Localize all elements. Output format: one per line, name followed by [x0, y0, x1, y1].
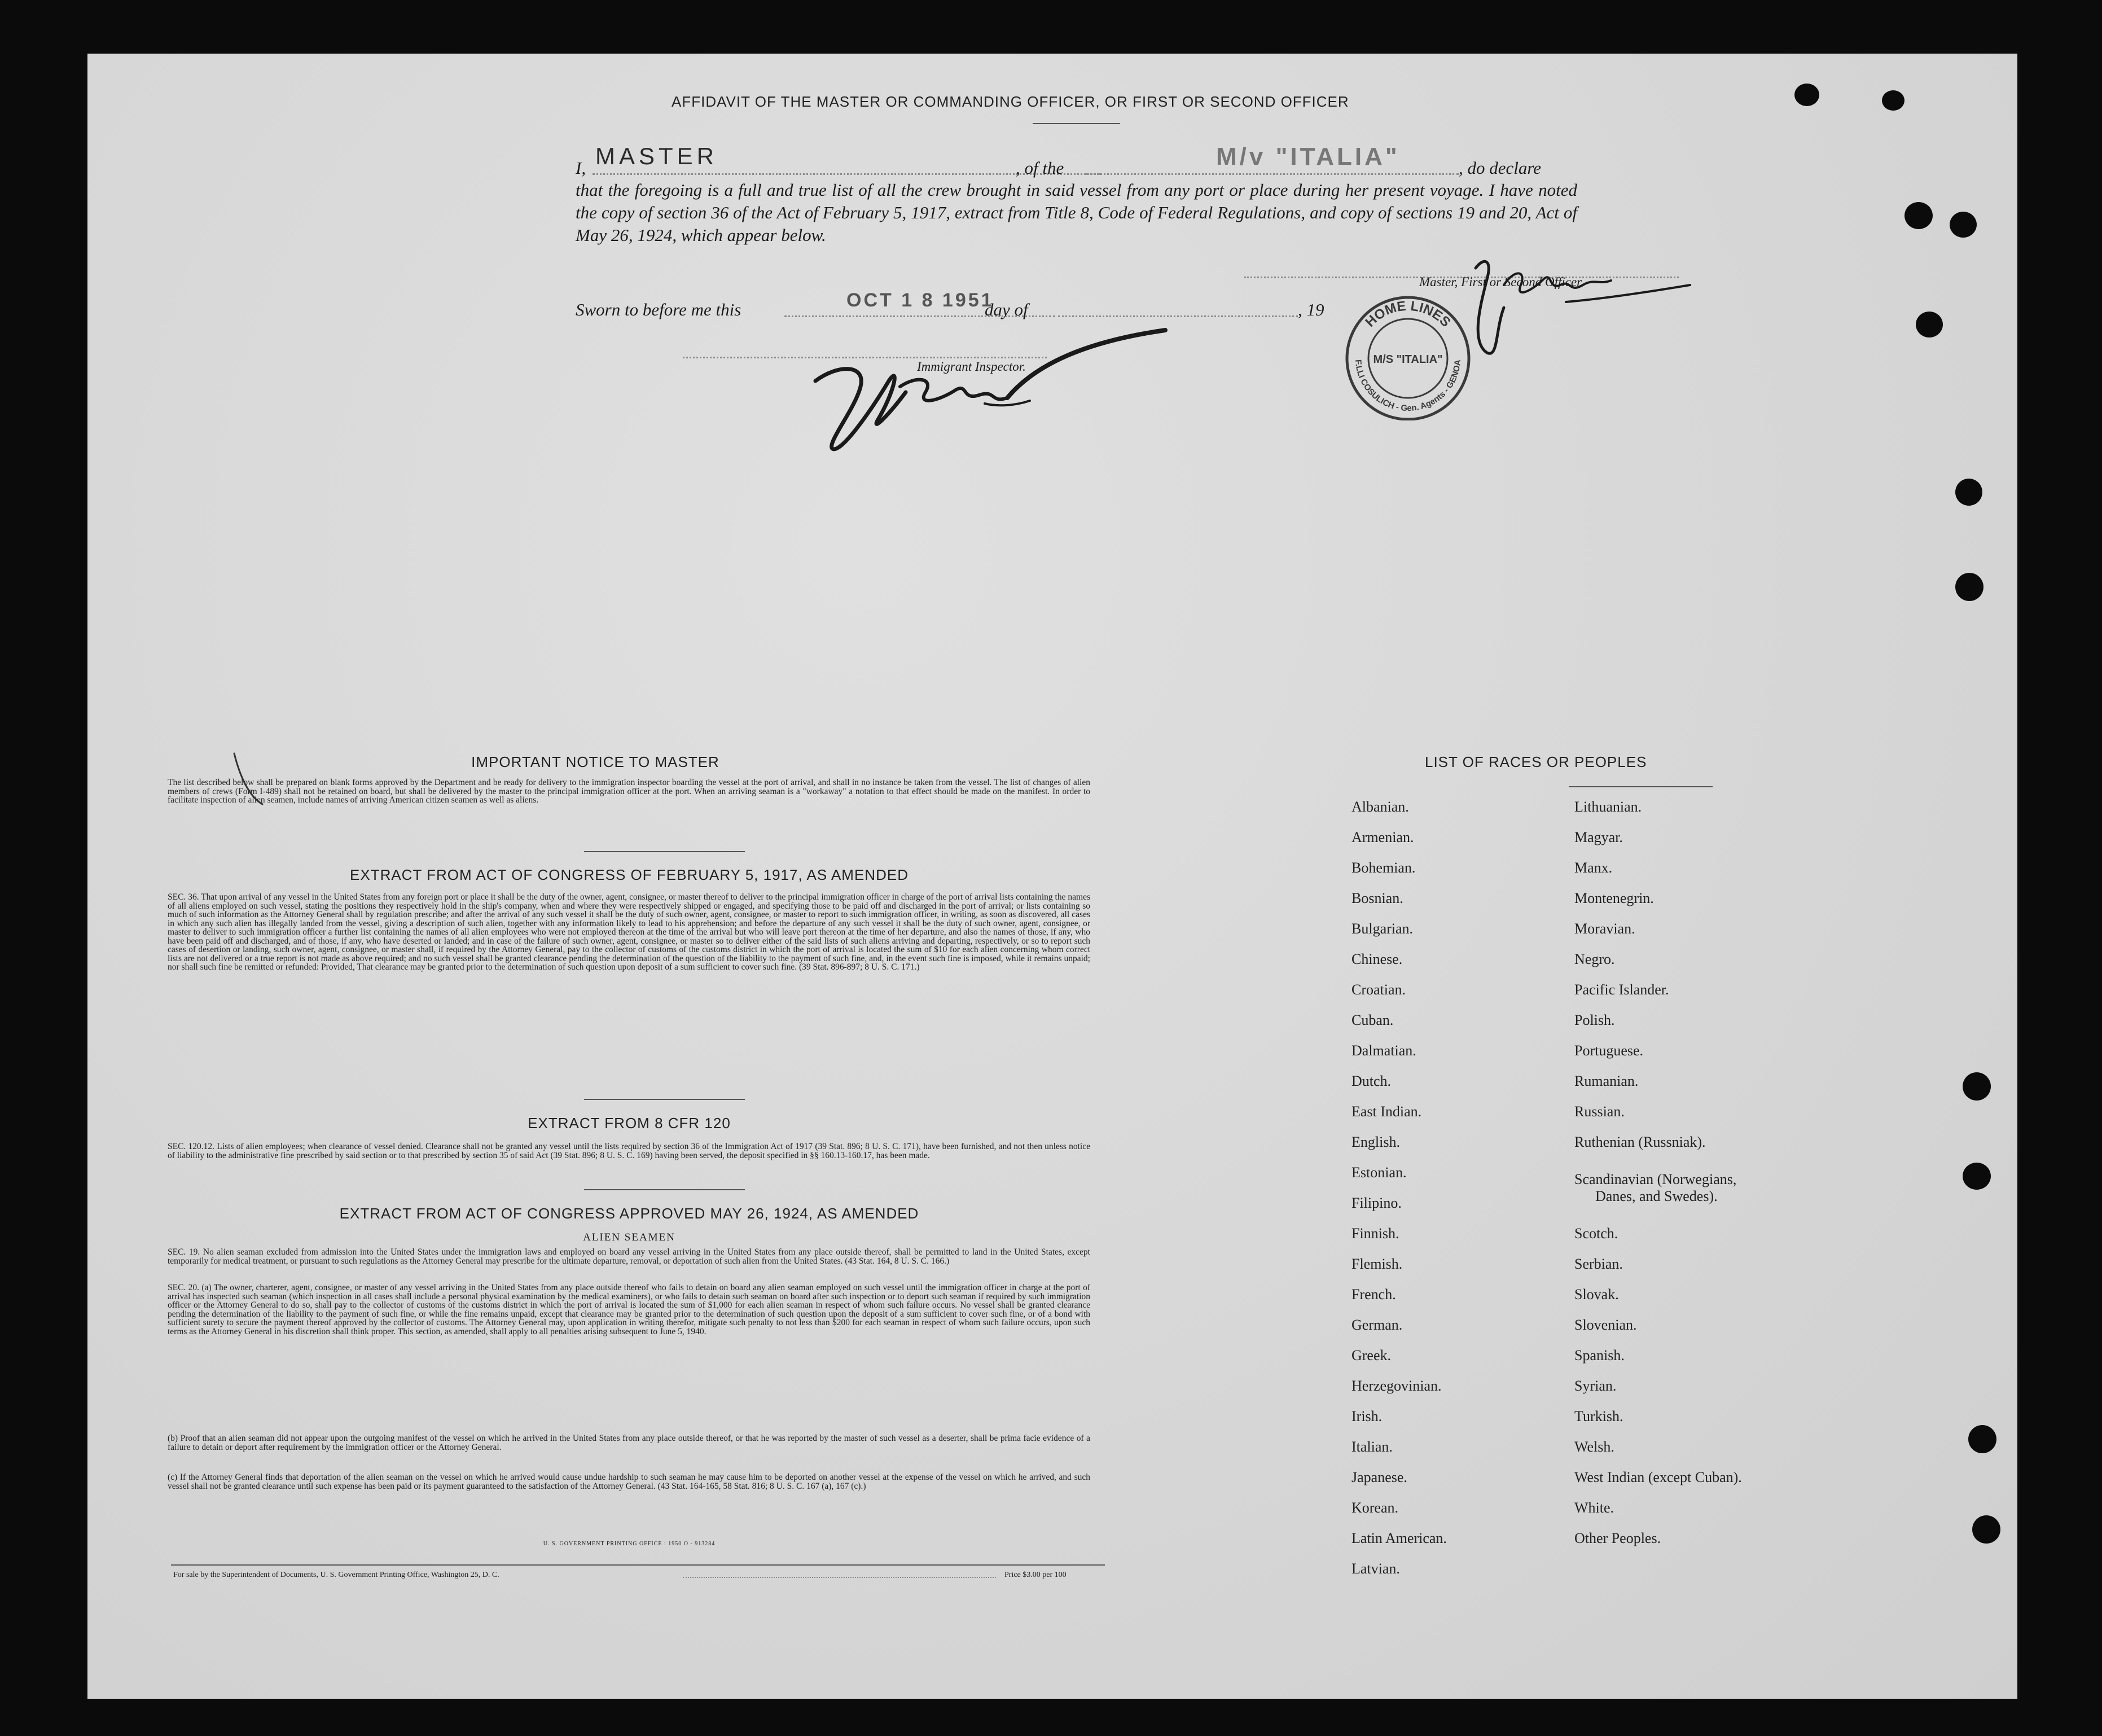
extract-cfr-title: EXTRACT FROM 8 CFR 120: [528, 1115, 731, 1132]
races-divider: [1569, 786, 1713, 787]
stray-pen-mark: [229, 748, 274, 816]
extract-1924-subtitle: ALIEN SEAMEN: [583, 1231, 675, 1243]
race-left-13: Estonian.: [1351, 1164, 1407, 1181]
race-left-20: Herzegovinian.: [1351, 1378, 1442, 1394]
race-left-25: Latin American.: [1351, 1530, 1447, 1546]
race-right-19: Syrian.: [1574, 1378, 1617, 1394]
sworn-label: Sworn to before me this: [576, 300, 741, 319]
binder-hole: [1794, 84, 1819, 106]
inspector-label: Immigrant Inspector.: [917, 360, 1026, 374]
extract-1917-text: SEC. 36. That upon arrival of any vessel in the United States from any foreign port or place it shall be the duty of the owner, agent, consignee, or master thereof to deliver to the principal immigration officer in charge of the port of arrival lists containing the names of all aliens employed on such vessel, stating the positions they respectively hold in the ship's company, when and where they were respectively shipped or engaged, and specifying those to be paid off and discharged in the port of arrival; or lists containing so much of such information as the Attorney General shall by regulation prescribe; and after the arrival of any such vessel it shall be the duty of such owner, agent, consignee, or master to report to such immigration officer, in writing, as soon as discovered, all cases in which any such alien has illegally landed from the vessel, giving a description of such alien, together with any information likely to lead to his apprehension; and before the departure of any such vessel it shall be the duty of such owner, agent, consignee, or master to deliver to such immigration officer a further list containing the names of all alien employees who were not employed thereon at the time of the arrival but who will leave port thereon at the time of her departure, and also the names of those, if any, who have been paid off and discharged, and of those, if any, who have deserted or landed; and in case of the failure of such owner, agent, consignee, or master so to deliver either of the said lists of such aliens arriving and departing, respectively, or so to report such cases of desertion or landing, such owner, agent, consignee, or master shall, if required by the Attorney General, pay to the collector of customs of the customs district in which the port of arrival is located the sum of $10 for each alien concerning whom correct lists are not delivered or a true report is not made as above required; and no such vessel shall be granted clearance pending the determination of the question of the liability to the payment of such fine, and, in the event such fine is imposed, while it remains unpaid; nor shall such fine be remitted or refunded: Provided, That clearance may be granted prior to the determination of such question upon deposit of a sum sufficient to cover such fine. (39 Stat. 896-897; 8 U. S. C. 171.): [168, 892, 1090, 972]
race-right-7: Pacific Islander.: [1574, 981, 1669, 998]
extract-cfr-text: SEC. 120.12. Lists of alien employees; when clearance of vessel denied. Clearance shall not be granted any vessel until the lists required by section 36 of the Immigration Act of 1917 (39 Stat. 896; 8 U. S. C. 171), have been furnished, and not then unless notice of liability to the administrative fine prescribed by said section or to that prescribed by section 35 of said Act (39 Stat. 896; 8 U. S. C. 169) having been served, the deposit specified in §§ 160.13-160.17, has been made.: [168, 1142, 1090, 1160]
gpo-imprint: U. S. GOVERNMENT PRINTING OFFICE : 1950 O - 913284: [543, 1541, 716, 1547]
race-left-18: German.: [1351, 1317, 1403, 1333]
race-right-20: Turkish.: [1574, 1408, 1623, 1424]
race-right-2: Magyar.: [1574, 829, 1623, 845]
binder-hole: [1955, 573, 1983, 601]
race-left-16: Flemish.: [1351, 1256, 1403, 1272]
master-signature: [1453, 246, 1713, 375]
vessel-line: [1086, 173, 1459, 175]
race-left-6: Chinese.: [1351, 951, 1403, 967]
race-right-14: Scotch.: [1574, 1225, 1618, 1242]
footer-rule: [171, 1564, 1105, 1566]
svg-text:HOME LINES: [1362, 299, 1453, 330]
race-right-9: Portuguese.: [1574, 1042, 1644, 1059]
races-title: LIST OF RACES OR PEOPLES: [1425, 753, 1647, 770]
race-left-19: Greek.: [1351, 1347, 1392, 1364]
race-right-22: West Indian (except Cuban).: [1574, 1469, 1742, 1485]
binder-hole: [1904, 202, 1933, 229]
race-left-22: Italian.: [1351, 1439, 1393, 1455]
race-left-8: Cuban.: [1351, 1012, 1394, 1028]
race-left-7: Croatian.: [1351, 981, 1406, 998]
extract-1924-sec19: SEC. 19. No alien seaman excluded from admission into the United States under the immigration laws and employed on board any vessel arriving in the United States from any place outside thereof, shall be permitted to land in the United States, except temporarily for medical treatment, or pursuant to such regulations as the Attorney General may prescribe for the ultimate departure, removal, or deportation of such alien from the United States. (43 Stat. 164, 8 U. S. C. 166.): [168, 1247, 1090, 1266]
binder-hole: [1968, 1425, 1996, 1453]
race-left-5: Bulgarian.: [1351, 920, 1414, 937]
notice-text: The list described below shall be prepared on blank forms approved by the Department and be ready for delivery to the immigration inspector boarding the vessel at the port of arrival, and shall in no instance be taken from the vessel. The list of changes of alien members of crews (Form I-489) shall not be retained on board, but shall be delivered by the master to the principal immigration officer at the port. When an arriving seaman is a "workaway" a notation to that effect should be made on the manifest. In order to facilitate inspection of alien seamen, include names of arriving American citizen seamen as well as aliens.: [168, 778, 1090, 805]
race-left-15: Finnish.: [1351, 1225, 1399, 1242]
master-name-value: MASTER: [595, 143, 718, 169]
race-right-12: Ruthenian (Russniak).: [1574, 1134, 1706, 1150]
title-divider: [1033, 123, 1120, 124]
extract-cfr-divider: [584, 1189, 745, 1190]
binder-hole: [1950, 212, 1977, 238]
vessel-value: M/v "ITALIA": [1216, 143, 1400, 170]
race-left-3: Bohemian.: [1351, 860, 1416, 876]
price-text: Price $3.00 per 100: [1004, 1571, 1067, 1579]
do-declare-label: , do declare: [1459, 158, 1542, 178]
race-right-21: Welsh.: [1574, 1439, 1614, 1455]
of-the-label: , of the: [1016, 158, 1064, 178]
race-left-10: Dutch.: [1351, 1073, 1392, 1089]
race-left-1: Albanian.: [1351, 799, 1409, 815]
race-right-13: Scandinavian (Norwegians,: [1574, 1171, 1737, 1187]
race-left-9: Dalmatian.: [1351, 1042, 1416, 1059]
race-left-26: Latvian.: [1351, 1560, 1400, 1577]
race-right-23: White.: [1574, 1500, 1614, 1516]
document-page: [87, 54, 2017, 1699]
stamp-center-text: M/S "ITALIA": [1373, 353, 1443, 366]
binder-hole: [1963, 1163, 1991, 1190]
race-right-4: Montenegrin.: [1574, 890, 1654, 906]
binder-hole: [1916, 312, 1943, 337]
extract-1924-sec20c: (c) If the Attorney General finds that deportation of the alien seaman on the vessel on which he arrived would cause undue hardship to such seaman he may cause him to be deported on another vessel at the expense of the vessel on which he arrived, and such vessel shall not be granted clearance until such expense has been paid or its payment guaranteed to the satisfaction of the Attorney General. (43 Stat. 164-165, 58 Stat. 816; 8 U. S. C. 167 (a), 167 (c).): [168, 1472, 1090, 1491]
extract-1917-divider: [584, 1099, 745, 1100]
race-left-23: Japanese.: [1351, 1469, 1407, 1485]
notice-divider: [584, 851, 745, 852]
extract-1924-sec20a: SEC. 20. (a) The owner, charterer, agent, consignee, or master of any vessel arriving in the United States from any place outside thereof who fails to detain on board any alien seaman employed on such vessel until the immigration officer in charge at the port of arrival has inspected such seaman (which inspection in all cases shall include a personal physical examination by the medical examiners), or who fails to detain such seaman on board after such inspection or to deport such seaman if required by such immigration officer or the Attorney General to do so, shall pay to the collector of customs of the customs district in which the port of arrival is located the sum of $1,000 for each alien seaman in respect of whom such failure occurs. No vessel shall be granted clearance pending the determination of the liability to the payment of such fine, or while the fine remains unpaid, except that clearance may be granted prior to the determination of such question upon the deposit of a sum sufficient to cover such fine, or of a bond with sufficient surety to secure the payment thereof approved by the collector of customs. The Attorney General may, upon application in writing therefor, mitigate such penalty to not less than $200 for each seaman in respect of whom such failure occurs, upon such terms as the Attorney General in his discretion shall think proper. This section, as amended, shall apply to all penalties arising subsequent to June 5, 1940.: [168, 1283, 1090, 1336]
binder-hole: [1955, 479, 1982, 506]
extract-1924-title: EXTRACT FROM ACT OF CONGRESS APPROVED MAY 26, 1924, AS AMENDED: [339, 1205, 919, 1222]
prefix-i: I,: [576, 158, 586, 178]
footer-dot-leader: [683, 1577, 996, 1578]
race-left-12: English.: [1351, 1134, 1400, 1150]
race-left-17: French.: [1351, 1286, 1396, 1303]
stamp-top-text: HOME LINES: [1362, 298, 1454, 330]
race-right-13-cont: Danes, and Swedes).: [1595, 1188, 1718, 1204]
affidavit-title: AFFIDAVIT OF THE MASTER OR COMMANDING OFFICER, OR FIRST OR SECOND OFFICER: [672, 93, 1349, 110]
race-right-11: Russian.: [1574, 1103, 1625, 1120]
race-right-6: Negro.: [1574, 951, 1615, 967]
race-right-16: Slovak.: [1574, 1286, 1619, 1303]
extract-1917-title: EXTRACT FROM ACT OF CONGRESS OF FEBRUARY 5, 1917, AS AMENDED: [350, 866, 909, 883]
stamp-bottom-text: F.LLI COSULICH - Gen. Agents - GENOA: [1353, 359, 1463, 414]
race-right-17: Slovenian.: [1574, 1317, 1637, 1333]
day-of-label: day of: [985, 300, 1028, 319]
race-left-21: Irish.: [1351, 1408, 1383, 1424]
race-right-1: Lithuanian.: [1574, 799, 1642, 815]
race-right-10: Rumanian.: [1574, 1073, 1639, 1089]
race-right-15: Serbian.: [1574, 1256, 1623, 1272]
date-stamp: OCT 1 8 1951: [846, 290, 994, 311]
notice-title: IMPORTANT NOTICE TO MASTER: [471, 753, 719, 770]
for-sale-text: For sale by the Superintendent of Documents, U. S. Government Printing Office, Washington 25, D. C.: [173, 1571, 499, 1579]
race-left-11: East Indian.: [1351, 1103, 1422, 1120]
race-left-4: Bosnian.: [1351, 890, 1403, 906]
race-left-2: Armenian.: [1351, 829, 1414, 845]
race-right-8: Polish.: [1574, 1012, 1615, 1028]
race-right-5: Moravian.: [1574, 920, 1635, 937]
binder-hole: [1972, 1515, 2000, 1544]
race-left-14: Filipino.: [1351, 1195, 1402, 1211]
officer-label: Master, First or Second Officer.: [1419, 275, 1584, 289]
year-label: , 19: [1298, 300, 1324, 319]
binder-hole: [1963, 1072, 1991, 1101]
race-left-24: Korean.: [1351, 1500, 1399, 1516]
declaration-text: that the foregoing is a full and true list of all the crew brought in said vessel from any port or place during her present voyage. I have noted the copy of section 36 of the Act of February 5, 1917, extract from Title 8, Code of Federal Regulations, and copy of sections 19 and 20, Act of May 26, 1924, which appear below.: [576, 180, 1577, 245]
race-right-18: Spanish.: [1574, 1347, 1625, 1364]
binder-hole: [1882, 90, 1904, 111]
race-right-3: Manx.: [1574, 860, 1613, 876]
inspector-signature: [793, 279, 1199, 460]
agency-stamp: [1343, 291, 1473, 420]
race-right-24: Other Peoples.: [1574, 1530, 1661, 1546]
extract-1924-sec20b: (b) Proof that an alien seaman did not appear upon the outgoing manifest of the vessel on which he arrived in the United States from any place outside thereof, or that he was reported by the master of such vessel as a deserter, shall be prima facie evidence of a failure to detain or deport after requirement by the immigration officer or the Attorney General.: [168, 1433, 1090, 1452]
